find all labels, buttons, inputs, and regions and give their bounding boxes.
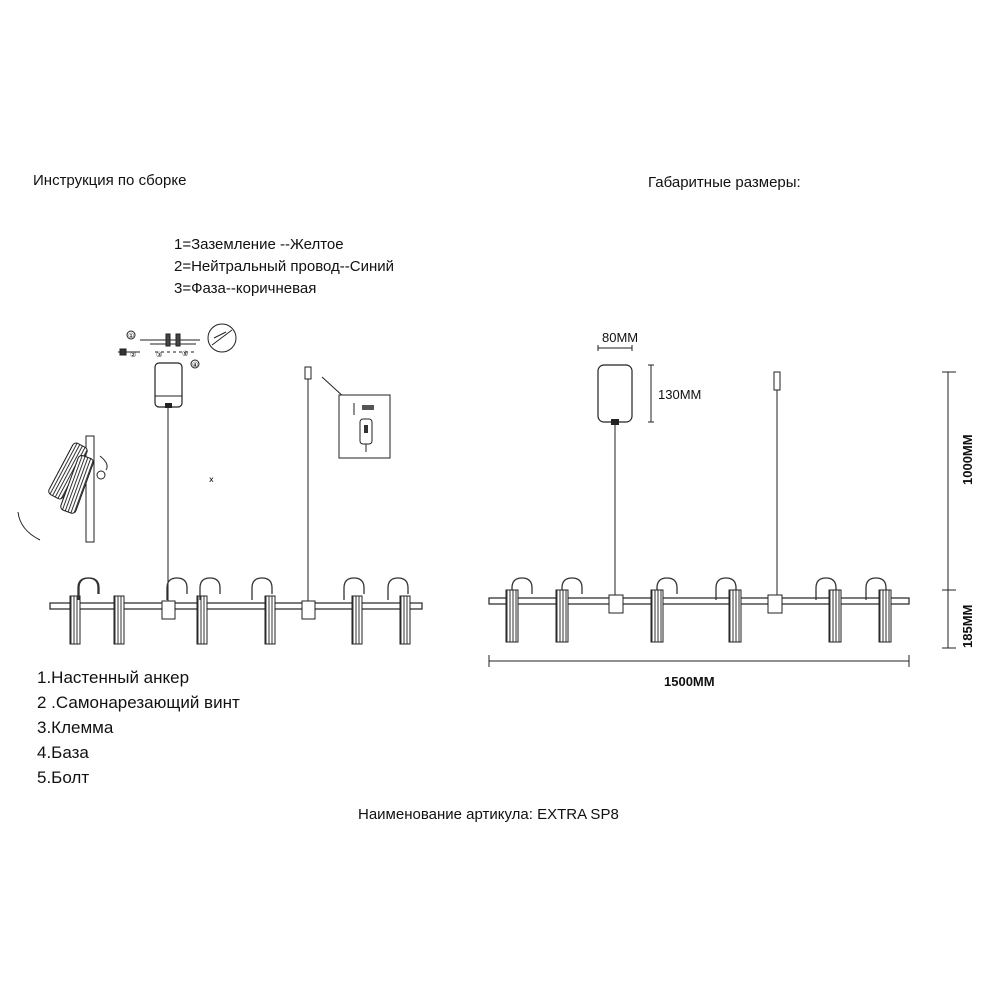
dim-suspension-height: 1000MM (960, 434, 975, 485)
part-wall-anchor: 1.Настенный анкер (37, 668, 190, 687)
dim-canopy-height: 130MM (658, 387, 702, 402)
callout-3: ③ (156, 351, 163, 359)
height-dimensions (942, 372, 956, 648)
part-bolt: 5.Болт (37, 768, 90, 787)
wiring-phase: 3=Фаза--коричневая (174, 280, 317, 297)
exploded-parts (118, 324, 236, 368)
wiring-neutral: 2=Нейтральный провод--Синий (174, 258, 395, 275)
length-dimension (489, 655, 909, 667)
part-terminal: 3.Клемма (37, 718, 114, 737)
part-base: 4.База (37, 743, 89, 762)
left-fixture (50, 578, 422, 644)
right-canopy (598, 345, 654, 596)
callout-1: ① (128, 332, 135, 340)
right-fixture (489, 578, 909, 642)
article-name: Наименование артикула: EXTRA SP8 (358, 806, 619, 823)
dimensions-title: Габаритные размеры: (648, 174, 801, 191)
wiring-ground: 1=Заземление --Желтое (174, 236, 344, 253)
tilt-detail (18, 436, 107, 542)
callout-2: ② (130, 351, 137, 359)
right-suspension (774, 372, 780, 596)
mark-x: x (209, 475, 214, 484)
assembly-title: Инструкция по сборке (33, 172, 187, 189)
callout-4: ④ (192, 361, 199, 369)
dim-canopy-width: 80MM (602, 330, 639, 345)
dim-total-length: 1500MM (664, 674, 715, 689)
left-canopy (155, 363, 182, 603)
part-self-tapping-screw: 2 .Самонарезающий винт (37, 693, 240, 712)
dim-fixture-height: 185MM (960, 604, 975, 648)
left-suspension-detail (305, 367, 390, 603)
callout-5: ⑤ (182, 350, 189, 358)
